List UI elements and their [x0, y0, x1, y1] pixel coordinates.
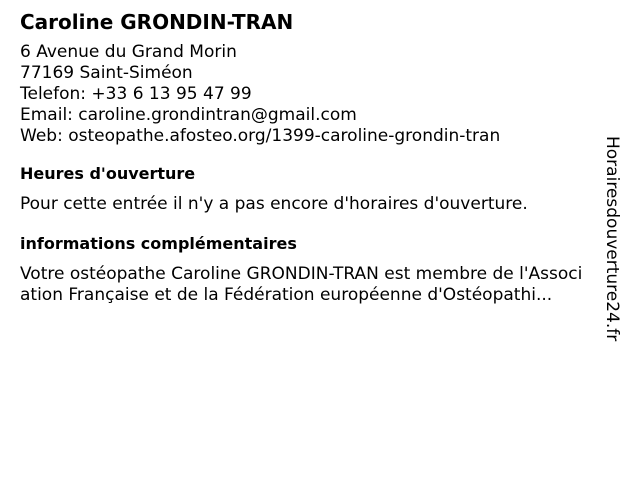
website: Web: osteopathe.afosteo.org/1399-caroline-grondin-tran	[20, 126, 501, 146]
page-title: Caroline GRONDIN-TRAN	[20, 10, 294, 34]
additional-info-text: Votre ostéopathe Caroline GRONDIN-TRAN est membre de l'Association Française et de la Fédération européenne d'Ostéopathi...	[20, 264, 583, 305]
additional-info-heading: informations complémentaires	[20, 234, 297, 253]
city-postcode: 77169 Saint-Siméon	[20, 63, 193, 83]
opening-hours-heading: Heures d'ouverture	[20, 164, 196, 183]
site-brand-watermark: Horairesdouverture24.fr	[602, 136, 622, 342]
email-address: Email: caroline.grondintran@gmail.com	[20, 105, 357, 125]
street-address: 6 Avenue du Grand Morin	[20, 42, 237, 62]
contact-block	[20, 42, 500, 147]
opening-hours-text: Pour cette entrée il n'y a pas encore d'horaires d'ouverture.	[20, 194, 528, 214]
phone-number: Telefon: +33 6 13 95 47 99	[20, 84, 252, 104]
